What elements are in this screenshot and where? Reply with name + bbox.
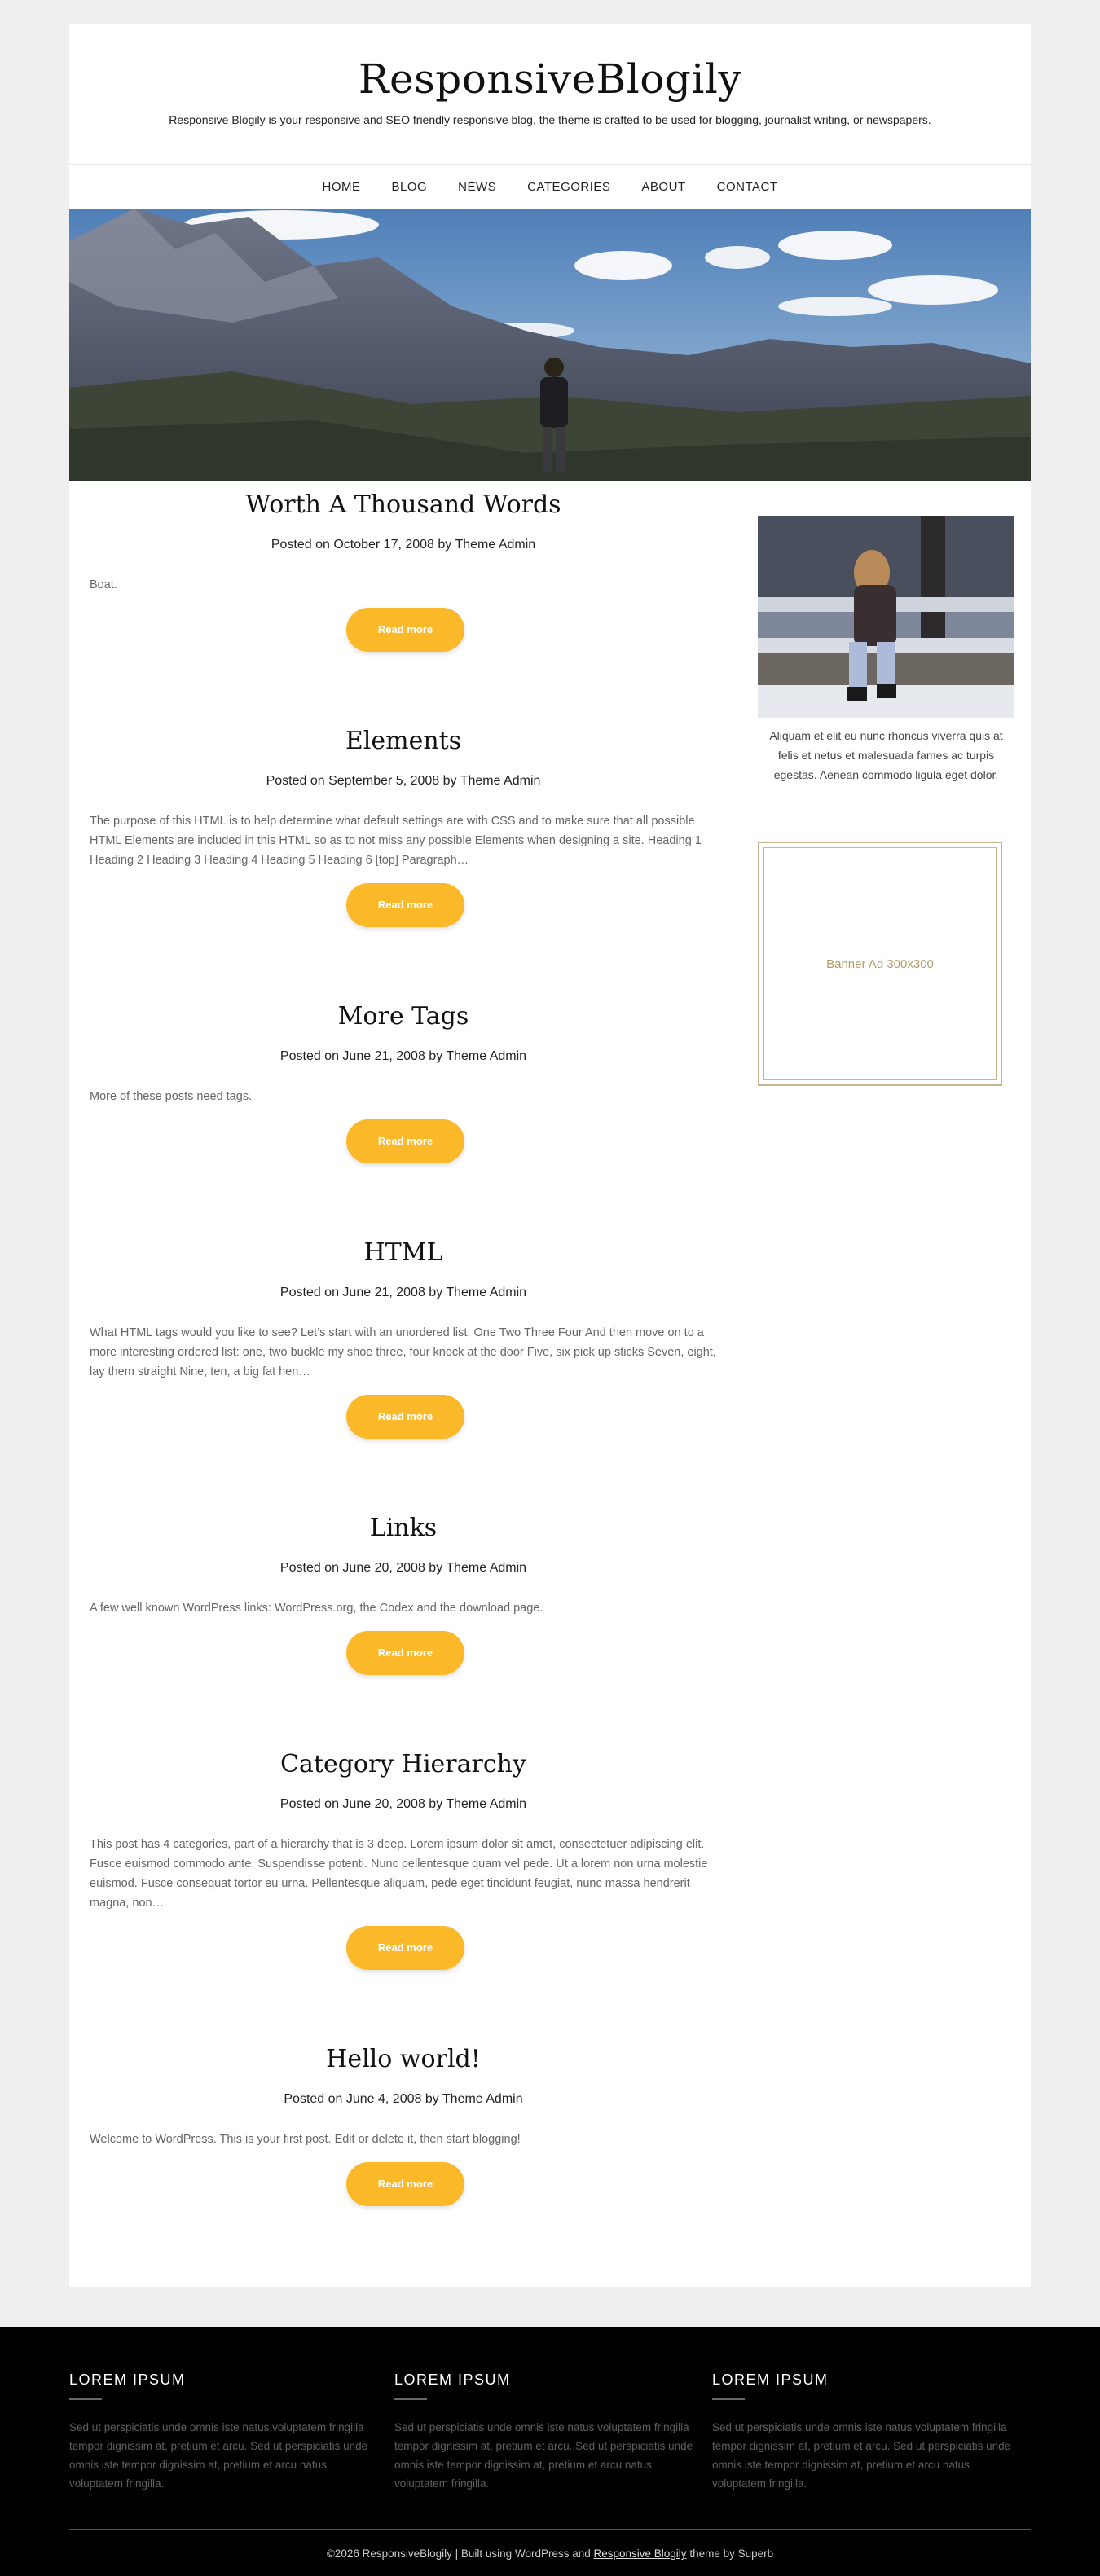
post-excerpt: A few well known WordPress links: WordPress.org, the Codex and the download page. xyxy=(90,1602,543,1615)
post-title[interactable]: Hello world! xyxy=(326,2045,481,2073)
footer-column xyxy=(712,2372,1018,2493)
post-item xyxy=(90,489,717,725)
read-more-button[interactable]: Read more xyxy=(346,2162,464,2206)
footer-text: Sed ut perspiciatis unde omnis iste natus voluptatem fringilla tempor dignissim at, pretium et arcu. Sed ut perspiciatis unde omnis iste tempor dignissim at, pretium et arcu natus voluptatem fringilla. xyxy=(69,2421,368,2490)
read-more-button[interactable]: Read more xyxy=(346,1926,464,1970)
copyright-suffix: theme by Superb xyxy=(686,2547,774,2560)
nav-home[interactable]: HOME xyxy=(322,179,361,194)
hero-image xyxy=(69,209,1031,481)
banner-ad-label: Banner Ad 300x300 xyxy=(763,847,997,1080)
post-excerpt: What HTML tags would you like to see? Let’s start with an unordered list: One Two Three Four And then move on to a more interesting ordered list: one, two buckle my shoe three, four knock at the door Five, six pick up sticks Seven, eight, lay them straight Nine, ten, a big fat hen… xyxy=(90,1326,716,1378)
footer-heading-rule xyxy=(394,2398,427,2400)
site-footer xyxy=(0,2327,1100,2576)
nav-categories[interactable]: CATEGORIES xyxy=(527,179,611,194)
footer-column xyxy=(394,2372,700,2493)
post-item xyxy=(90,1748,717,2043)
footer-column xyxy=(69,2372,375,2493)
read-more-button[interactable]: Read more xyxy=(346,1631,464,1675)
sidebar-photo xyxy=(758,516,1014,718)
footer-heading-rule xyxy=(712,2398,745,2400)
post-item xyxy=(90,1237,717,1512)
footer-divider xyxy=(69,2529,1031,2530)
posts-list xyxy=(90,489,717,2279)
site-title[interactable]: ResponsiveBlogily xyxy=(358,55,742,103)
post-meta: Posted on June 4, 2008 by Theme Admin xyxy=(284,2092,523,2106)
post-title[interactable]: Elements xyxy=(345,727,462,755)
sidebar xyxy=(758,516,1014,971)
read-more-button[interactable]: Read more xyxy=(346,1119,464,1163)
post-meta: Posted on June 20, 2008 by Theme Admin xyxy=(279,1797,527,1811)
footer-copyright xyxy=(0,2547,1100,2560)
post-meta: Posted on September 5, 2008 by Theme Admin xyxy=(266,774,541,788)
post-excerpt: Welcome to WordPress. This is your first post. Edit or delete it, then start blogging! xyxy=(90,2133,521,2146)
post-meta: Posted on June 21, 2008 by Theme Admin xyxy=(279,1286,527,1299)
post-title[interactable]: HTML xyxy=(363,1238,443,1267)
footer-heading: LOREM IPSUM xyxy=(394,2372,511,2388)
nav-blog[interactable]: BLOG xyxy=(391,179,428,194)
footer-heading: LOREM IPSUM xyxy=(712,2372,829,2388)
nav-news[interactable]: NEWS xyxy=(458,179,497,194)
post-title[interactable]: Worth A Thousand Words xyxy=(245,490,561,519)
read-more-button[interactable]: Read more xyxy=(346,1395,464,1439)
site-description: Responsive Blogily is your responsive and SEO friendly responsive blog, the theme is crafted to be used for blogging, journalist writing, or newspapers. xyxy=(169,113,931,126)
post-excerpt: The purpose of this HTML is to help determine what default settings are with CSS and to make sure that all possible HTML Elements are included in this HTML so as to not miss any possible Elements when designing a site. Heading 1 Heading 2 Heading 3 Heading 4 Heading 5 Heading 6 [top] Paragraph… xyxy=(90,815,702,867)
post-title[interactable]: Links xyxy=(369,1514,438,1542)
sidebar-caption: Aliquam et elit eu nunc rhoncus viverra quis at felis et netus et malesuada fames ac turpis egestas. Aenean commodo ligula eget dolor. xyxy=(769,729,1003,781)
theme-link[interactable]: Responsive Blogily xyxy=(593,2547,687,2560)
footer-text: Sed ut perspiciatis unde omnis iste natus voluptatem fringilla tempor dignissim at, pretium et arcu. Sed ut perspiciatis unde omnis iste tempor dignissim at, pretium et arcu natus voluptatem fringilla. xyxy=(394,2421,693,2490)
banner-ad[interactable] xyxy=(758,842,1002,1086)
post-meta: Posted on October 17, 2008 by Theme Admin xyxy=(271,538,536,552)
nav-contact[interactable]: CONTACT xyxy=(716,179,778,194)
copyright-text: ©2026 ResponsiveBlogily | Built using WordPress and xyxy=(326,2547,594,2560)
nav-about[interactable]: ABOUT xyxy=(641,179,686,194)
post-title[interactable]: Category Hierarchy xyxy=(280,1750,526,1778)
post-item xyxy=(90,1000,717,1237)
post-meta: Posted on June 20, 2008 by Theme Admin xyxy=(279,1561,527,1575)
post-title[interactable]: More Tags xyxy=(337,1002,469,1031)
post-excerpt: Boat. xyxy=(90,578,117,591)
footer-text: Sed ut perspiciatis unde omnis iste natus voluptatem fringilla tempor dignissim at, pretium et arcu. Sed ut perspiciatis unde omnis iste tempor dignissim at, pretium et arcu natus voluptatem fringilla. xyxy=(712,2421,1011,2490)
main-navigation xyxy=(69,164,1031,209)
post-item xyxy=(90,2043,717,2279)
post-excerpt: More of these posts need tags. xyxy=(90,1090,253,1103)
footer-heading: LOREM IPSUM xyxy=(69,2372,186,2388)
post-item xyxy=(90,1512,717,1748)
post-item xyxy=(90,725,717,1000)
post-meta: Posted on June 21, 2008 by Theme Admin xyxy=(279,1049,527,1063)
read-more-button[interactable]: Read more xyxy=(346,608,464,652)
read-more-button[interactable]: Read more xyxy=(346,883,464,927)
footer-heading-rule xyxy=(69,2398,102,2400)
post-excerpt: This post has 4 categories, part of a hierarchy that is 3 deep. Lorem ipsum dolor sit amet, consectetuer adipiscing elit. Fusce euismod commodo ante. Suspendisse potenti. Nunc pellentesque quam vel pede. Ut a lorem non urna molestie euismod. Fusce consequat tortor eu urna. Pellentesque aliquam, pede eget tincidunt feugiat, nunc massa hendrerit magna, non… xyxy=(90,1838,708,1910)
